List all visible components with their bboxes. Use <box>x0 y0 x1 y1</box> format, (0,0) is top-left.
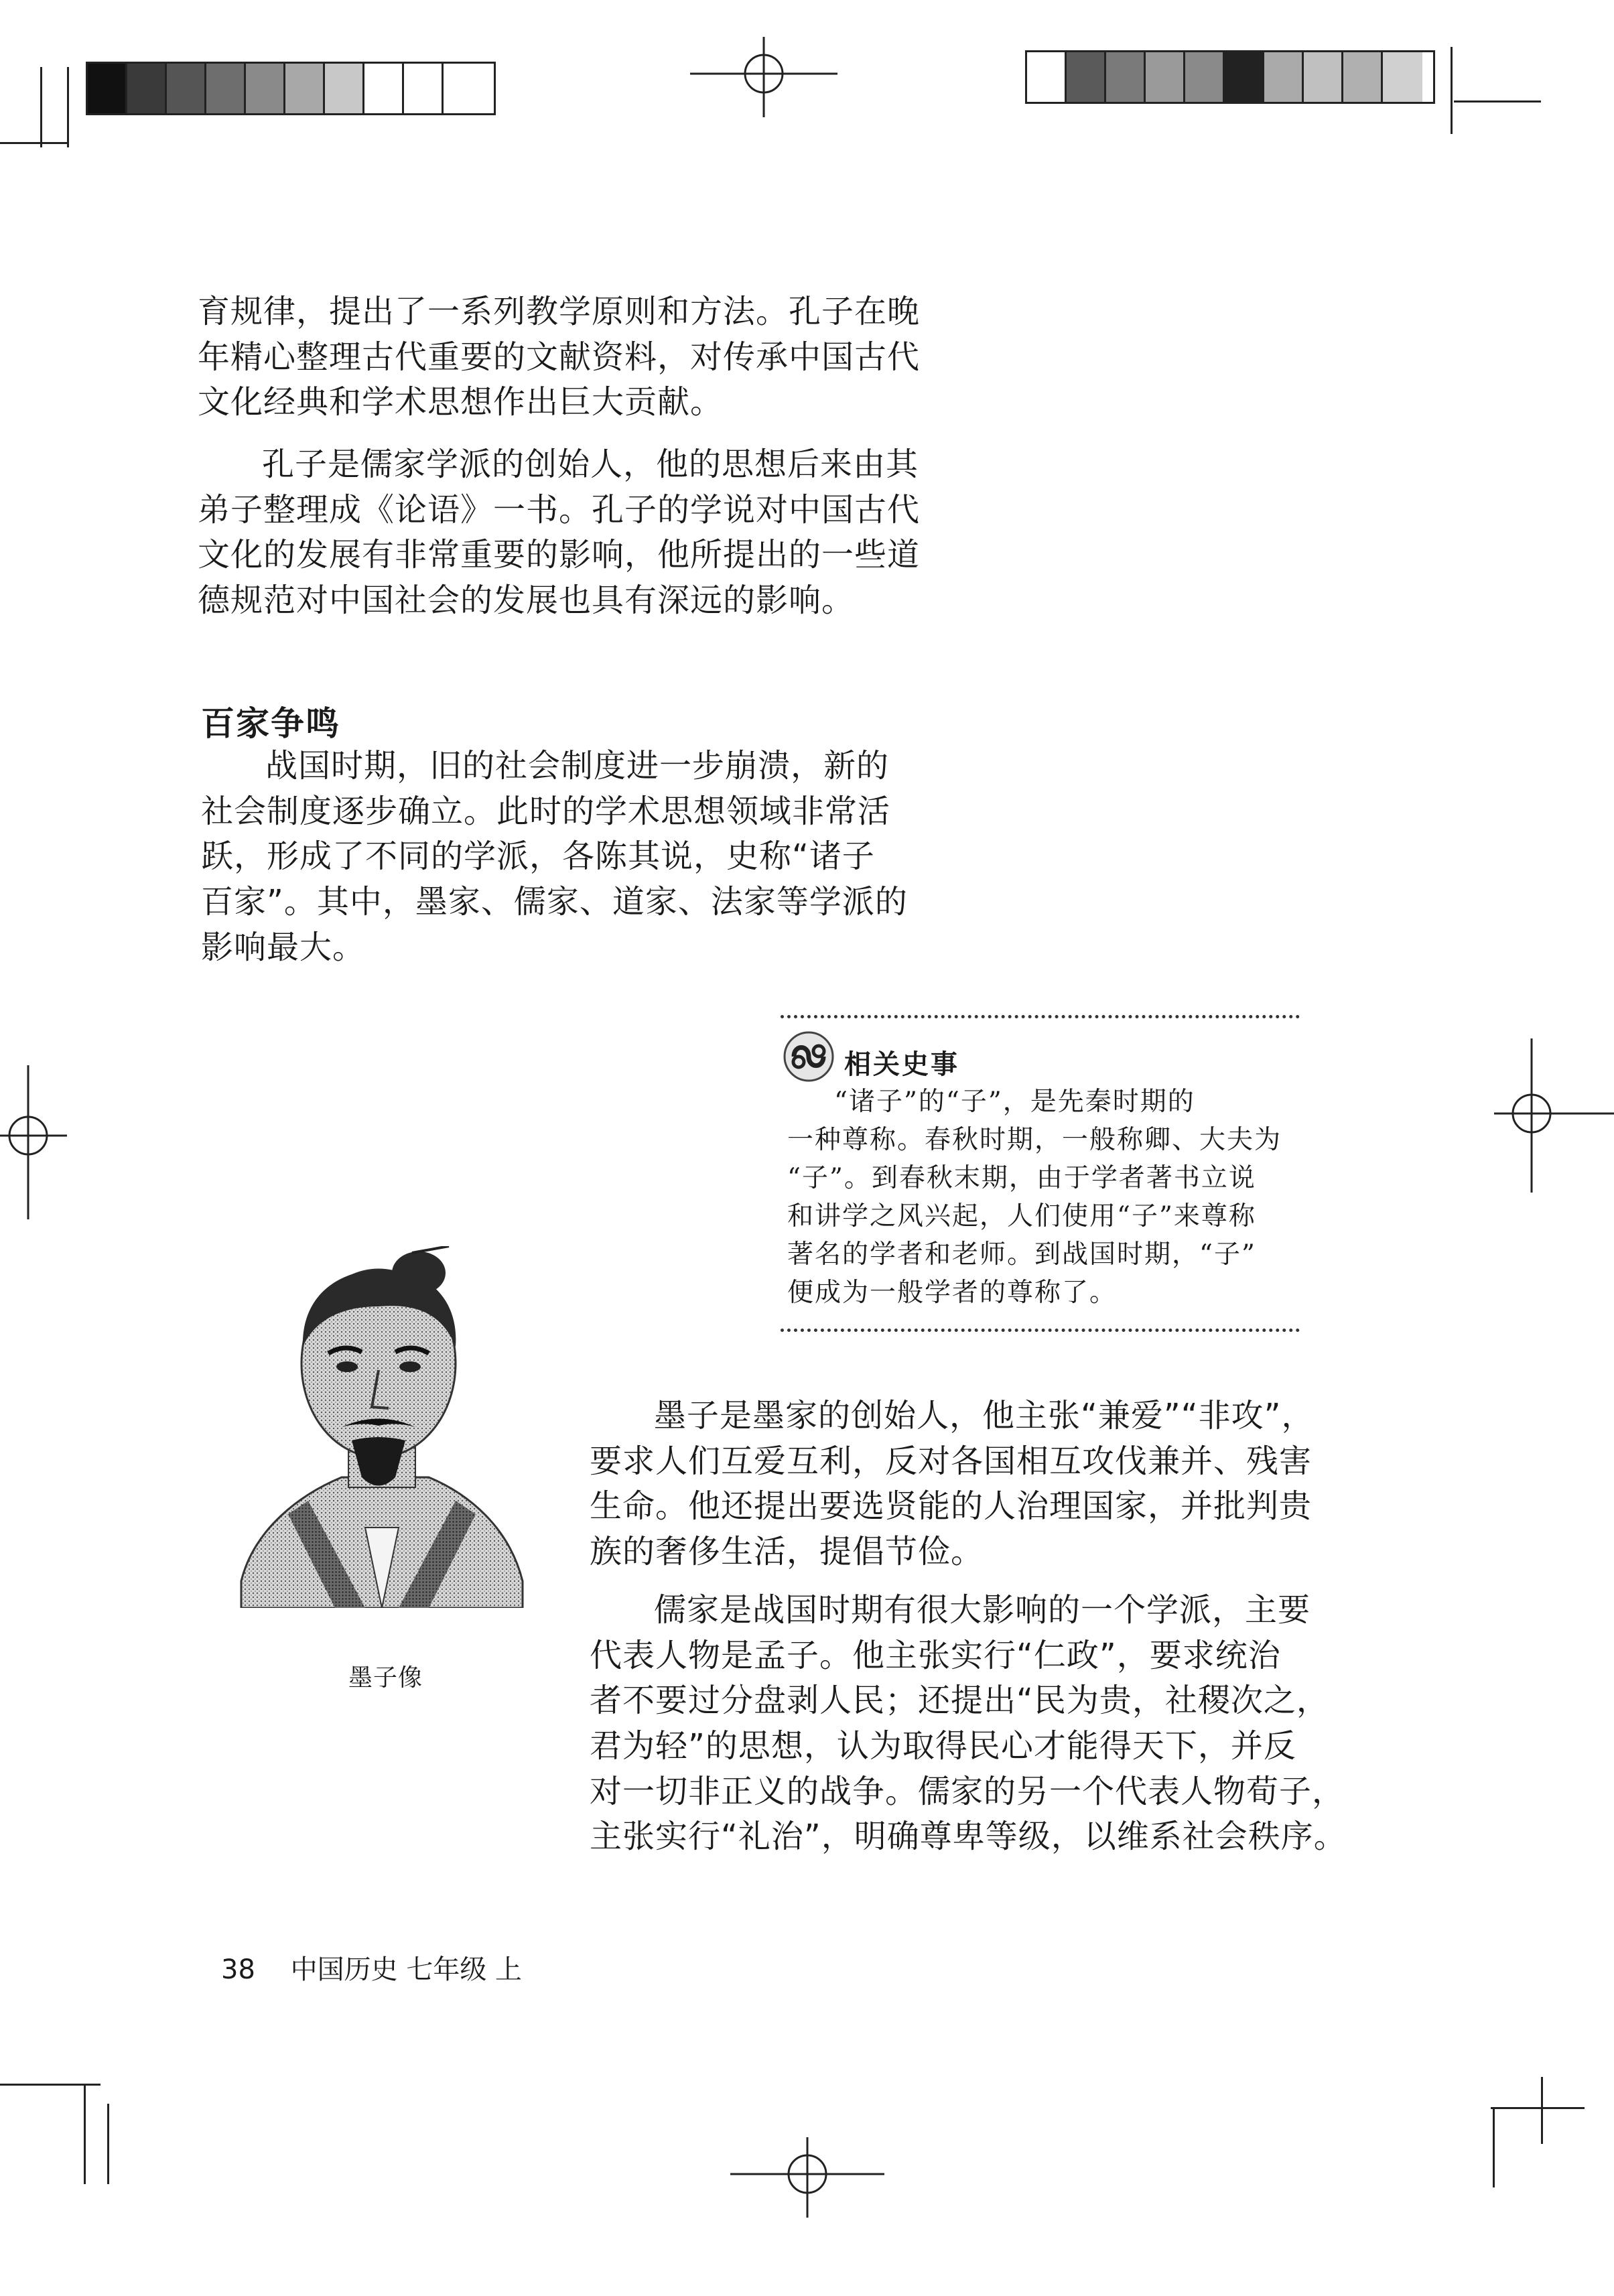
registration-mark-bottom <box>730 2137 884 2218</box>
crop-mark-tl-v <box>40 67 42 147</box>
sidebar-line: “诸子”的“子”，是先秦时期的 <box>834 1087 1195 1117</box>
paragraph-mozi <box>590 1394 1315 1575</box>
text-line: 要求人们互爱互利，反对各国相互攻伐兼并、残害 <box>590 1442 1313 1480</box>
crop-mark-bl-v <box>84 2084 86 2184</box>
text-line: 育规律，提出了一系列教学原则和方法。孔子在晚 <box>198 293 921 330</box>
text-line: 墨子是墨家的创始人，他主张“兼爱”“非攻”， <box>654 1397 1315 1434</box>
registration-mark-top <box>690 37 837 117</box>
text-line: 生命。他还提出要选贤能的人治理国家，并批判贵 <box>590 1487 1313 1526</box>
section-heading: 百家争鸣 <box>201 704 340 743</box>
sidebar-bottom-divider <box>781 1329 1300 1332</box>
text-line: 文化经典和学术思想作出巨大贡献。 <box>198 383 724 421</box>
crop-mark-tl-h <box>0 142 67 144</box>
crop-mark-tr-h <box>1454 100 1541 103</box>
paragraph-confucius-education <box>198 289 928 425</box>
sidebar-text <box>787 1083 1296 1312</box>
text-line: 跃，形成了不同的学派，各陈其说，史称“诸子 <box>201 837 875 876</box>
page-number: 38 <box>221 1954 255 1985</box>
crop-mark-br-v <box>1493 2107 1495 2187</box>
swirl-icon <box>781 1030 837 1083</box>
related-history-box <box>781 1015 1300 1333</box>
sidebar-line: “子”。到春秋末期，由于学者著书立说 <box>787 1162 1256 1193</box>
text-line: 族的奢侈生活，提倡节俭。 <box>590 1533 984 1571</box>
paragraph-confucianism <box>590 1588 1347 1860</box>
text-line: 代表人物是孟子。他主张实行“仁政”，要求统治 <box>590 1636 1281 1674</box>
text-line: 对一切非正义的战争。儒家的另一个代表人物荀子， <box>590 1772 1345 1810</box>
sidebar-line: 一种尊称。春秋时期，一般称卿、大夫为 <box>787 1124 1282 1155</box>
registration-mark-right <box>1494 1038 1614 1193</box>
crop-mark-tl-v2 <box>67 67 69 147</box>
book-title: 中国历史 七年级 上 <box>290 1954 523 1985</box>
color-bar-left <box>86 62 496 115</box>
text-line: 主张实行“礼治”，明确尊卑等级，以维系社会秩序。 <box>590 1818 1347 1856</box>
paragraph-confucius-founder <box>198 442 928 624</box>
portrait-caption: 墨子像 <box>348 1664 423 1692</box>
sidebar-line: 和讲学之风兴起，人们使用“子”来尊称 <box>787 1201 1256 1231</box>
crop-mark-br-h <box>1491 2107 1585 2109</box>
crop-mark-br-v2 <box>1541 2077 1543 2144</box>
mozi-portrait <box>228 1246 529 1608</box>
text-line: 百家”。其中，墨家、儒家、道家、法家等学派的 <box>201 883 908 921</box>
crop-mark-tr-v <box>1451 47 1453 134</box>
text-line: 德规范对中国社会的发展也具有深远的影响。 <box>198 582 855 620</box>
text-line: 战国时期，旧的社会制度进一步崩溃，新的 <box>265 747 890 785</box>
sidebar-line: 便成为一般学者的尊称了。 <box>787 1277 1118 1308</box>
crop-mark-bl-v2 <box>107 2104 109 2184</box>
text-line: 者不要过分盘剥人民；还提出“民为贵，社稷次之， <box>590 1682 1329 1720</box>
sidebar-line: 著名的学者和老师。到战国时期，“子” <box>787 1239 1256 1270</box>
text-line: 孔子是儒家学派的创始人，他的思想后来由其 <box>262 446 919 483</box>
sidebar-top-divider <box>781 1015 1300 1018</box>
text-line: 文化的发展有非常重要的影响，他所提出的一些道 <box>198 536 921 574</box>
text-line: 君为轻”的思想，认为取得民心才能得天下，并反 <box>590 1727 1296 1765</box>
text-line: 弟子整理成《论语》一书。孔子的学说对中国古代 <box>198 490 921 529</box>
registration-mark-left <box>0 1065 67 1219</box>
text-line: 社会制度逐步确立。此时的学术思想领域非常活 <box>201 792 891 830</box>
sidebar-title: 相关史事 <box>844 1049 959 1080</box>
paragraph-warring-states <box>201 744 931 970</box>
text-line: 儒家是战国时期有很大影响的一个学派，主要 <box>654 1591 1311 1629</box>
text-line: 年精心整理古代重要的文献资料，对传承中国古代 <box>198 338 921 376</box>
page-footer <box>221 1948 522 1986</box>
color-bar-right <box>1025 50 1435 104</box>
text-line: 影响最大。 <box>201 928 366 966</box>
